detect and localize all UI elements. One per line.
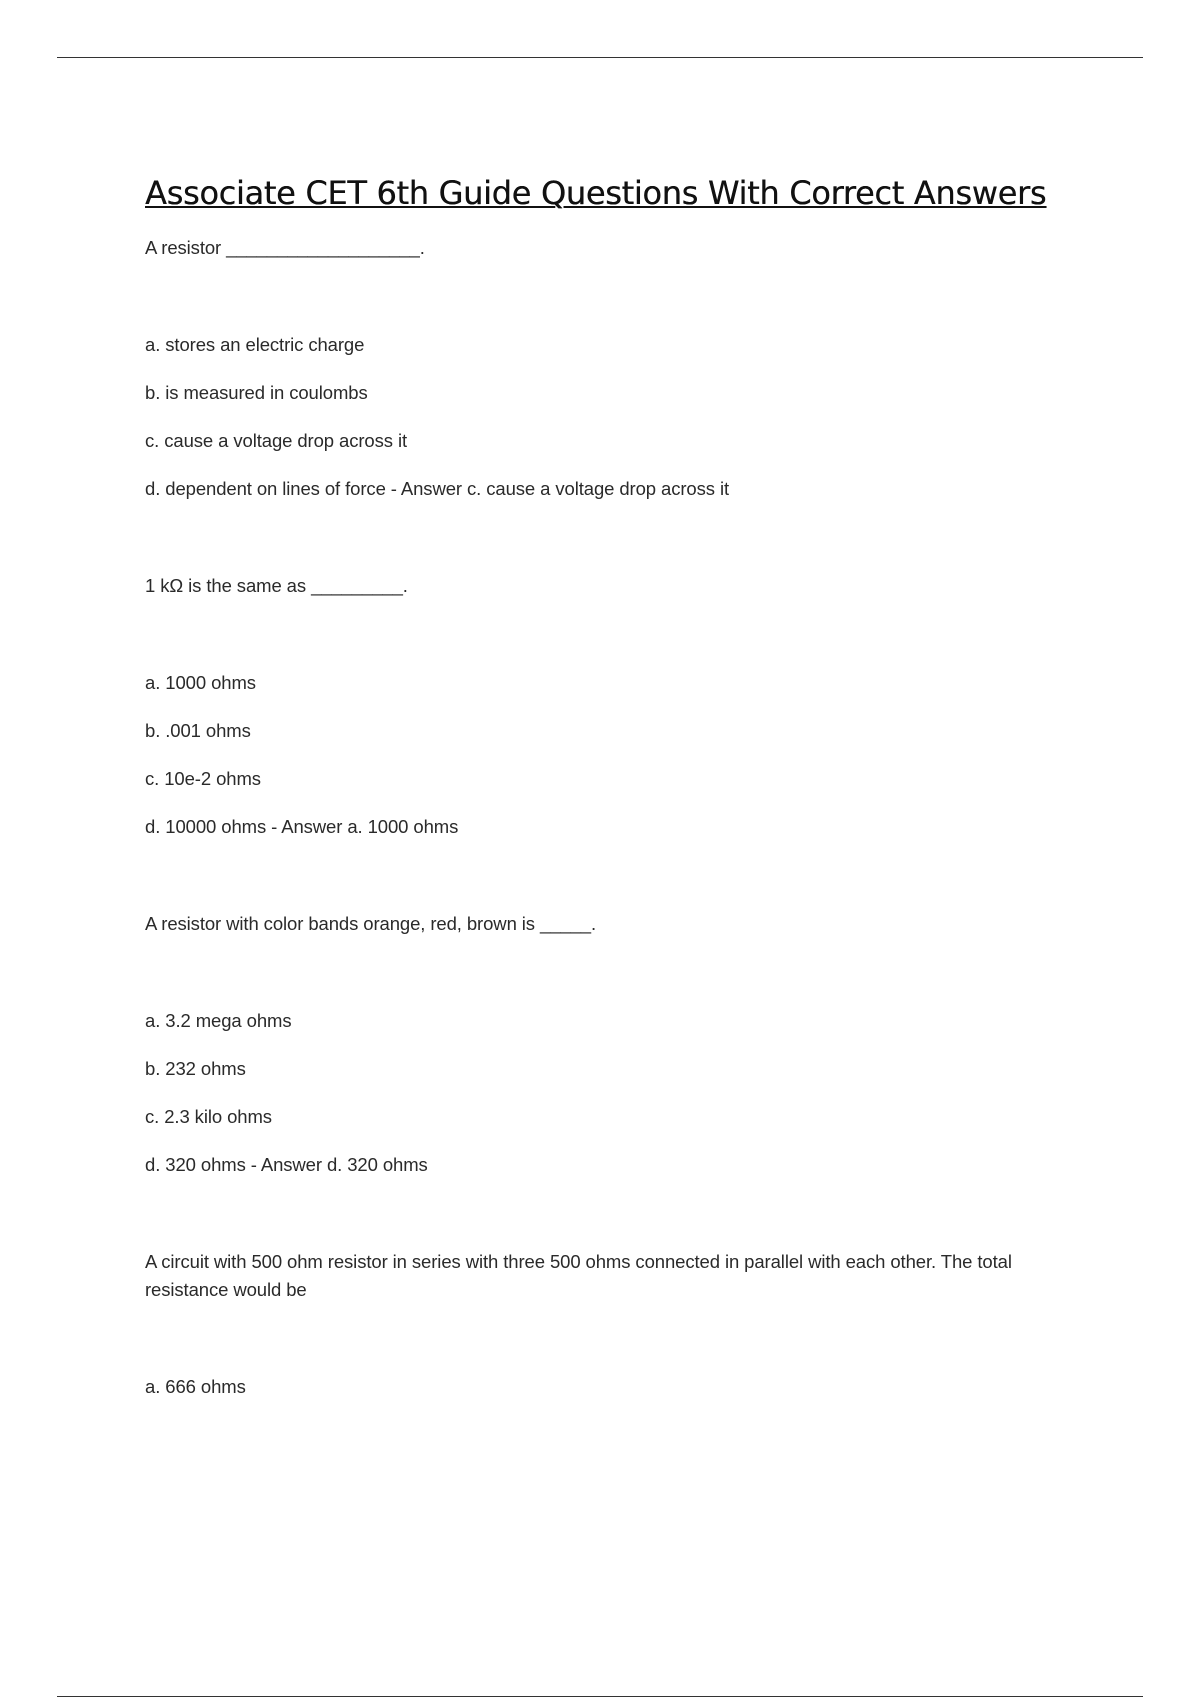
question-prompt: A circuit with 500 ohm resistor in series with three 500 ohms connected in parallel with each other. The total resistance would be (145, 1251, 1012, 1300)
header-rule (57, 57, 1143, 58)
answer-option: b. .001 ohms (145, 720, 251, 741)
question-prompt: A resistor ___________________. (145, 237, 425, 258)
answer-option: a. 3.2 mega ohms (145, 1010, 292, 1031)
answer-option: c. 10e-2 ohms (145, 768, 261, 789)
question-block (145, 910, 1085, 1179)
document-title: Associate CET 6th Guide Questions With Correct Answers (145, 174, 1047, 212)
answer-option: a. stores an electric charge (145, 334, 365, 355)
question-block (145, 1248, 1085, 1401)
answer-option: a. 1000 ohms (145, 672, 256, 693)
question-block (145, 234, 1085, 503)
answer-option: d. 320 ohms - Answer d. 320 ohms (145, 1154, 428, 1175)
answer-option: c. cause a voltage drop across it (145, 430, 408, 451)
question-block (145, 572, 1085, 841)
answer-option: d. dependent on lines of force - Answer c. cause a voltage drop across it (145, 478, 730, 499)
answer-option: b. is measured in coulombs (145, 382, 368, 403)
answer-option: a. 666 ohms (145, 1376, 246, 1397)
question-prompt: 1 kΩ is the same as _________. (145, 575, 408, 596)
question-prompt: A resistor with color bands orange, red, brown is _____. (145, 913, 596, 934)
answer-option: c. 2.3 kilo ohms (145, 1106, 272, 1127)
answer-option: d. 10000 ohms - Answer a. 1000 ohms (145, 816, 459, 837)
answer-option: b. 232 ohms (145, 1058, 246, 1079)
footer-rule (57, 1696, 1143, 1697)
document-body (145, 174, 1085, 1401)
